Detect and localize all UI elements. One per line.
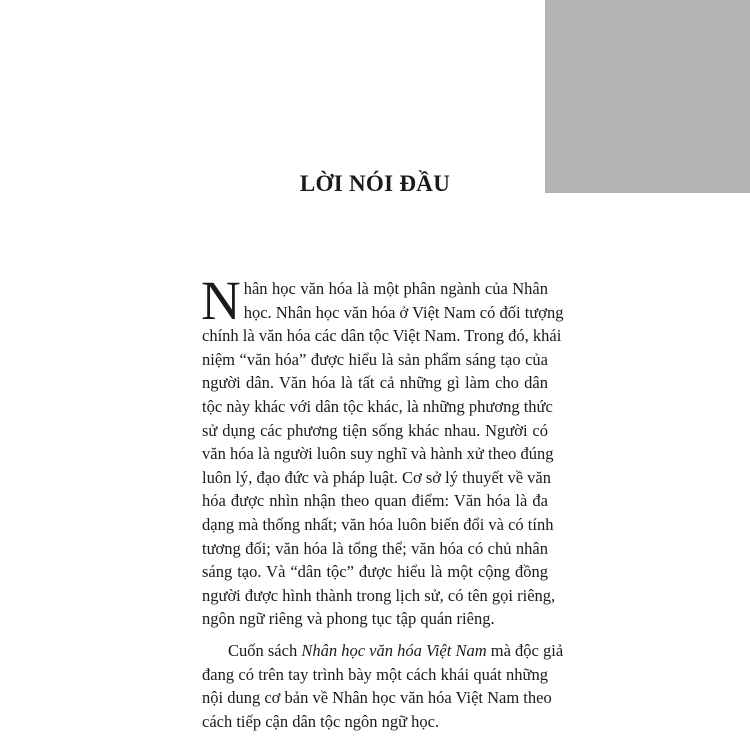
text-fragment: Cuốn sách [228, 640, 302, 660]
paragraph-1 [201, 270, 564, 631]
text-fragment: mà độc giả [486, 640, 564, 660]
paragraph-2 [202, 639, 564, 733]
text-line: ngôn ngữ riêng và phong tục tập quán riêng. [202, 609, 495, 629]
text-line: hóa được nhìn nhận theo quan điểm: Văn hóa là đa [202, 491, 548, 511]
text-line: người dân. Văn hóa là tất cả những gì làm cho dân [202, 373, 548, 393]
text-line: đang có trên tay trình bày một cách khái quát những [202, 664, 548, 684]
text-line: học. Nhân học văn hóa ở Việt Nam có đối tượng [243, 302, 564, 322]
text-line: niệm “văn hóa” được hiểu là sản phẩm sáng tạo của [202, 349, 548, 369]
text-line: người được hình thành trong lịch sử, có tên gọi riêng, [202, 585, 556, 605]
chapter-tab-marker [545, 0, 750, 193]
text-line: dạng mà thống nhất; văn hóa luôn biến đổi và có tính [202, 514, 554, 534]
text-line: chính là văn hóa các dân tộc Việt Nam. Trong đó, khái [202, 326, 562, 346]
text-line: cách tiếp cận dân tộc ngôn ngữ học. [202, 711, 440, 731]
drop-cap: N [201, 270, 241, 331]
text-line [202, 639, 564, 663]
text-line: văn hóa là người luôn suy nghĩ và hành xử theo đúng [202, 444, 554, 464]
text-line: tương đối; văn hóa là tổng thể; văn hóa có chủ nhân [202, 538, 548, 558]
preface-body [201, 270, 564, 733]
text-line: sáng tạo. Và “dân tộc” được hiểu là một cộng đồng [202, 562, 548, 582]
text-line: sử dụng các phương tiện sống khác nhau. Người có [202, 420, 548, 440]
text-line: luôn lý, đạo đức và pháp luật. Cơ sở lý thuyết về văn [202, 467, 551, 487]
text-line: nội dung cơ bản về Nhân học văn hóa Việt Nam theo [202, 688, 552, 708]
book-title: Nhân học văn hóa Việt Nam [301, 640, 487, 660]
page-title: LỜI NÓI ĐẦU [299, 171, 451, 196]
text-line: tộc này khác với dân tộc khác, là những phương thức [202, 396, 553, 416]
text-line: hân học văn hóa là một phân ngành của Nhân [243, 279, 548, 298]
